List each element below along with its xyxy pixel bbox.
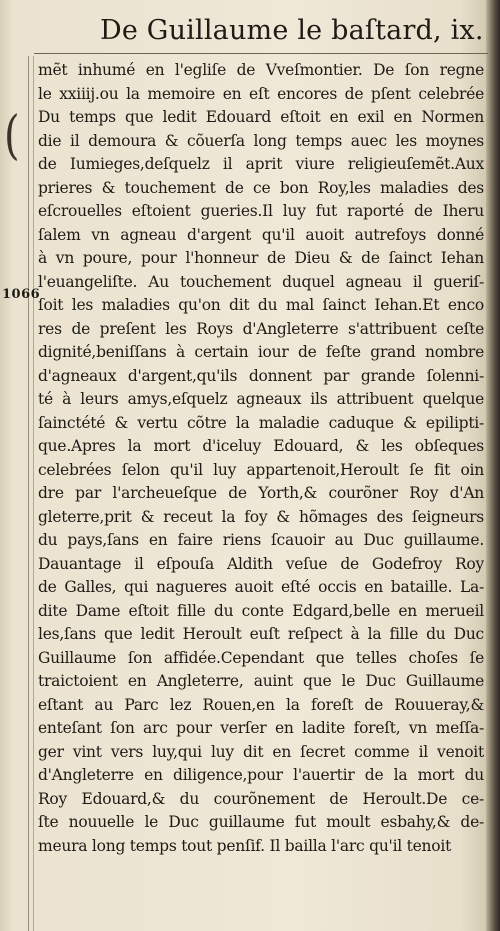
text-line: res de preſent les Roys d'Angleterre s'attribuent ceſte xyxy=(38,319,484,338)
text-line: du pays,ſans en faire riens ſcauoir au Duc guillaume. xyxy=(38,531,484,549)
text-line: d'agneaux d'argent,qu'ils donnent par grande ſolenni- xyxy=(38,366,484,385)
text-line: dignité,beniſſans à certain iour de feſte grand nombre xyxy=(38,343,484,361)
text-line: gleterre,prit & receut la foy & hõmages des ſeigneurs xyxy=(38,507,484,526)
text-line: mẽt inhumé en l'egliſe de Vveſmontier. De ſon regne xyxy=(38,61,484,79)
text-line: té à leurs amys,eſquelz agneaux ils attribuent quelque xyxy=(38,390,484,408)
margin-rule-inner xyxy=(33,56,34,931)
text-line: de Iumieges,deſquelz il aprit viure religieuſemẽt.Aux xyxy=(38,155,484,173)
text-line: ſalem vn agneau d'argent qu'il auoit autrefoys donné xyxy=(38,225,484,244)
text-line: traictoient en Angleterre, auint que le Duc Guillaume xyxy=(38,672,484,690)
text-line: meura long temps tout penſif. Il bailla l'arc qu'il tenoit xyxy=(38,836,452,855)
text-line: ſoit les maladies qu'on dit du mal ſainct Iehan.Et enco xyxy=(38,296,484,314)
text-line: eſtant au Parc lez Rouen,en la foreſt de Rouueray,& xyxy=(38,695,484,714)
body-text xyxy=(38,59,484,858)
text-line: d'Angleterre en diligence,pour l'auertir de la mort du xyxy=(38,766,484,784)
text-line: eſcrouelles eſtoient gueries.Il luy fut raporté de Iheru xyxy=(38,202,484,220)
book-spine xyxy=(486,0,500,931)
text-line: ger vint vers luy,qui luy dit en ſecret comme il venoit xyxy=(38,742,484,761)
page-bottom-margin xyxy=(34,846,488,931)
text-line: l'euangeliſte. Au touchement duquel agneau il gueriſ- xyxy=(38,272,484,291)
text-line: prieres & touchement de ce bon Roy,les maladies des xyxy=(38,178,484,197)
text-line: que.Apres la mort d'iceluy Edouard, & les obſeques xyxy=(38,437,484,455)
text-line: à vn poure, pour l'honneur de Dieu & de ſainct Iehan xyxy=(38,249,484,267)
margin-bracket-mark: ( xyxy=(4,106,20,166)
margin-year-note: 1066 xyxy=(2,287,41,302)
text-line: le xxiiij.ou la memoire en eſt encores de pſent celebrée xyxy=(38,84,484,103)
header-rule xyxy=(34,53,488,54)
text-line: ſainctété & vertu cõtre la maladie caduque & epilipti- xyxy=(38,413,484,432)
text-line: enteſant ſon arc pour verſer en ladite foreſt, vn meſſa- xyxy=(38,719,484,737)
text-line: de Galles, qui nagueres auoit eſté occis en bataille. La- xyxy=(38,578,484,596)
text-line: dre par l'archeueſque de Yorth,& courõner Roy d'An xyxy=(38,484,484,502)
text-line: ſte nouuelle le Duc guillaume fut moult esbahy,& de- xyxy=(38,813,484,831)
text-line: Du temps que ledit Edouard eſtoit en exil en Normen xyxy=(38,108,484,126)
text-line: Dauantage il eſpouſa Aldith veſue de Godefroy Roy xyxy=(38,554,484,573)
text-line: celebrées ſelon qu'il luy appartenoit,Heroult ſe fit oin xyxy=(38,460,484,479)
running-header: De Guillaume le baſtard, ix. xyxy=(100,15,484,46)
text-line: Guillaume ſon affidée.Cependant que telles choſes ſe xyxy=(38,648,484,667)
text-line: dite Dame eſtoit fille du conte Edgard,belle en merueil xyxy=(38,601,484,620)
text-line: Roy Edouard,& du courõnement de Heroult.De ce- xyxy=(38,789,484,808)
text-line: les,ſans que ledit Heroult euſt reſpect à la fille du Duc xyxy=(38,625,484,643)
text-line: die il demoura & cõuerſa long temps auec les moynes xyxy=(38,131,484,150)
margin-rule xyxy=(28,56,29,931)
